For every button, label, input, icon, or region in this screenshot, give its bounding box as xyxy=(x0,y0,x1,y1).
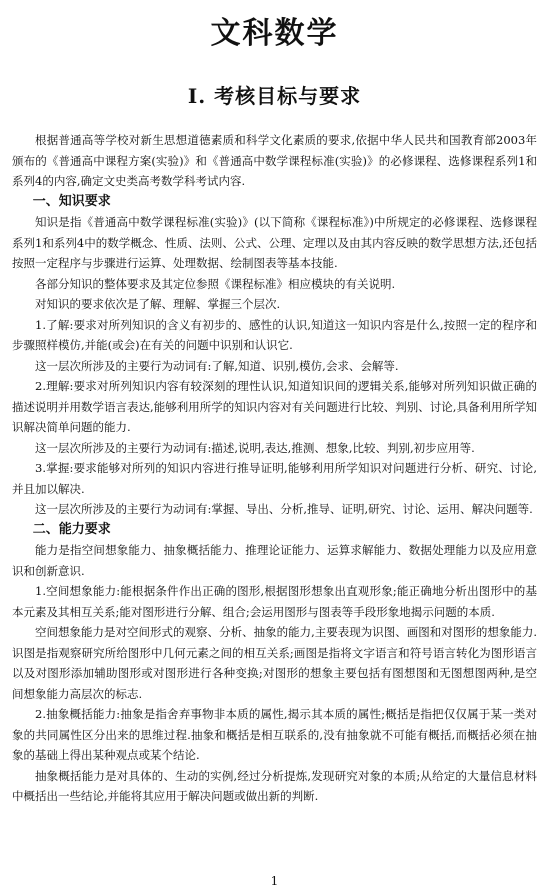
knowledge-paragraph: 知识是指《普通高中数学课程标准(实验)》(以下简称《课程标准》)中所规定的必修课程、选修课程系列1和系列4中的数学概念、性质、法则、公式、公理、定理以及由其内容反映的数学思想方法,还包括按照一定程序与步骤进行运算、处理数据、绘制图表等基本技能. xyxy=(12,215,537,270)
section-title: Ⅰ. 考核目标与要求 xyxy=(187,84,362,108)
knowledge-paragraph: 各部分知识的整体要求及其定位参照《课程标准》相应模块的有关说明. xyxy=(35,276,396,291)
knowledge-paragraph: 对知识的要求依次是了解、理解、掌握三个层次. xyxy=(35,297,281,311)
ability-paragraph: 1.空间想象能力:能根据条件作出正确的图形,根据图形想象出直观形象;能正确地分析出图形中的基本元素及其相互关系;能对图形进行分解、组合;会运用图形与图表等手段形象地揭示问题的本质. xyxy=(12,584,537,619)
knowledge-paragraph: 1.了解:要求对所列知识的含义有初步的、感性的认识,知道这一知识内容是什么,按照一定的程序和步骤照样模仿,并能(或会)在有关的问题中识别和认识它. xyxy=(12,317,537,352)
knowledge-paragraph: 3.掌握:要求能够对所列的知识内容进行推导证明,能够利用所学知识对问题进行分析、研究、讨论,并且加以解决. xyxy=(12,461,537,496)
ability-paragraph: 能力是指空间想象能力、抽象概括能力、推理论证能力、运算求解能力、数据处理能力以及应用意识和创新意识. xyxy=(12,543,537,578)
knowledge-paragraph: 这一层次所涉及的主要行为动词有:掌握、导出、分析,推导、证明,研究、讨论、运用、解决问题等. xyxy=(35,502,533,516)
knowledge-paragraph: 这一层次所涉及的主要行为动词有:了解,知道、识别,模仿,会求、会解等. xyxy=(35,358,399,373)
ability-heading: 二、能力要求 xyxy=(32,521,111,537)
document-title: 文科数学 xyxy=(210,16,339,51)
ability-paragraph: 2.抽象概括能力:抽象是指舍弃事物非本质的属性,揭示其本质的属性;概括是指把仅仅属于某一类对象的共同属性区分出来的思维过程.抽象和概括是相互联系的,没有抽象就不可能有概括,而概括必须在抽象的基础上得出某种观点或某个结论. xyxy=(12,707,537,762)
document-body xyxy=(12,130,537,807)
page-number: 1 xyxy=(270,874,279,888)
knowledge-heading: 一、知识要求 xyxy=(32,193,111,209)
knowledge-paragraph: 2.理解:要求对所列知识内容有较深刻的理性认识,知道知识间的逻辑关系,能够对所列知识做正确的描述说明并用数学语言表达,能够利用所学的知识内容对有关问题进行比较、判别、讨论,具备利用所学知识解决简单问题的能力. xyxy=(12,379,537,434)
intro-paragraph: 根据普通高等学校对新生思想道德素质和科学文化素质的要求,依据中华人民共和国教育部2003年颁布的《普通高中课程方案(实验)》和《普通高中数学课程标准(实验)》的必修课程、选修课程系列1和系列4的内容,确定文史类高考数学科考试内容. xyxy=(12,133,537,188)
ability-paragraph: 抽象概括能力是对具体的、生动的实例,经过分析提炼,发现研究对象的本质;从给定的大量信息材料中概括出一些结论,并能将其应用于解决问题或做出新的判断. xyxy=(12,768,537,803)
knowledge-paragraph: 这一层次所涉及的主要行为动词有:描述,说明,表达,推测、想象,比较、判别,初步应用等. xyxy=(35,440,475,455)
ability-paragraph: 空间想象能力是对空间形式的观察、分析、抽象的能力,主要表现为识图、画图和对图形的想象能力.识图是指观察研究所给图形中几何元素之间的相互关系;画图是指将文字语言和符号语言转化为图形语言以及对图形添加辅助图形或对图形进行各种变换;对图形的想象主要包括有图想图和无图想图两种,是空间想象能力高层次的标志. xyxy=(12,625,537,701)
